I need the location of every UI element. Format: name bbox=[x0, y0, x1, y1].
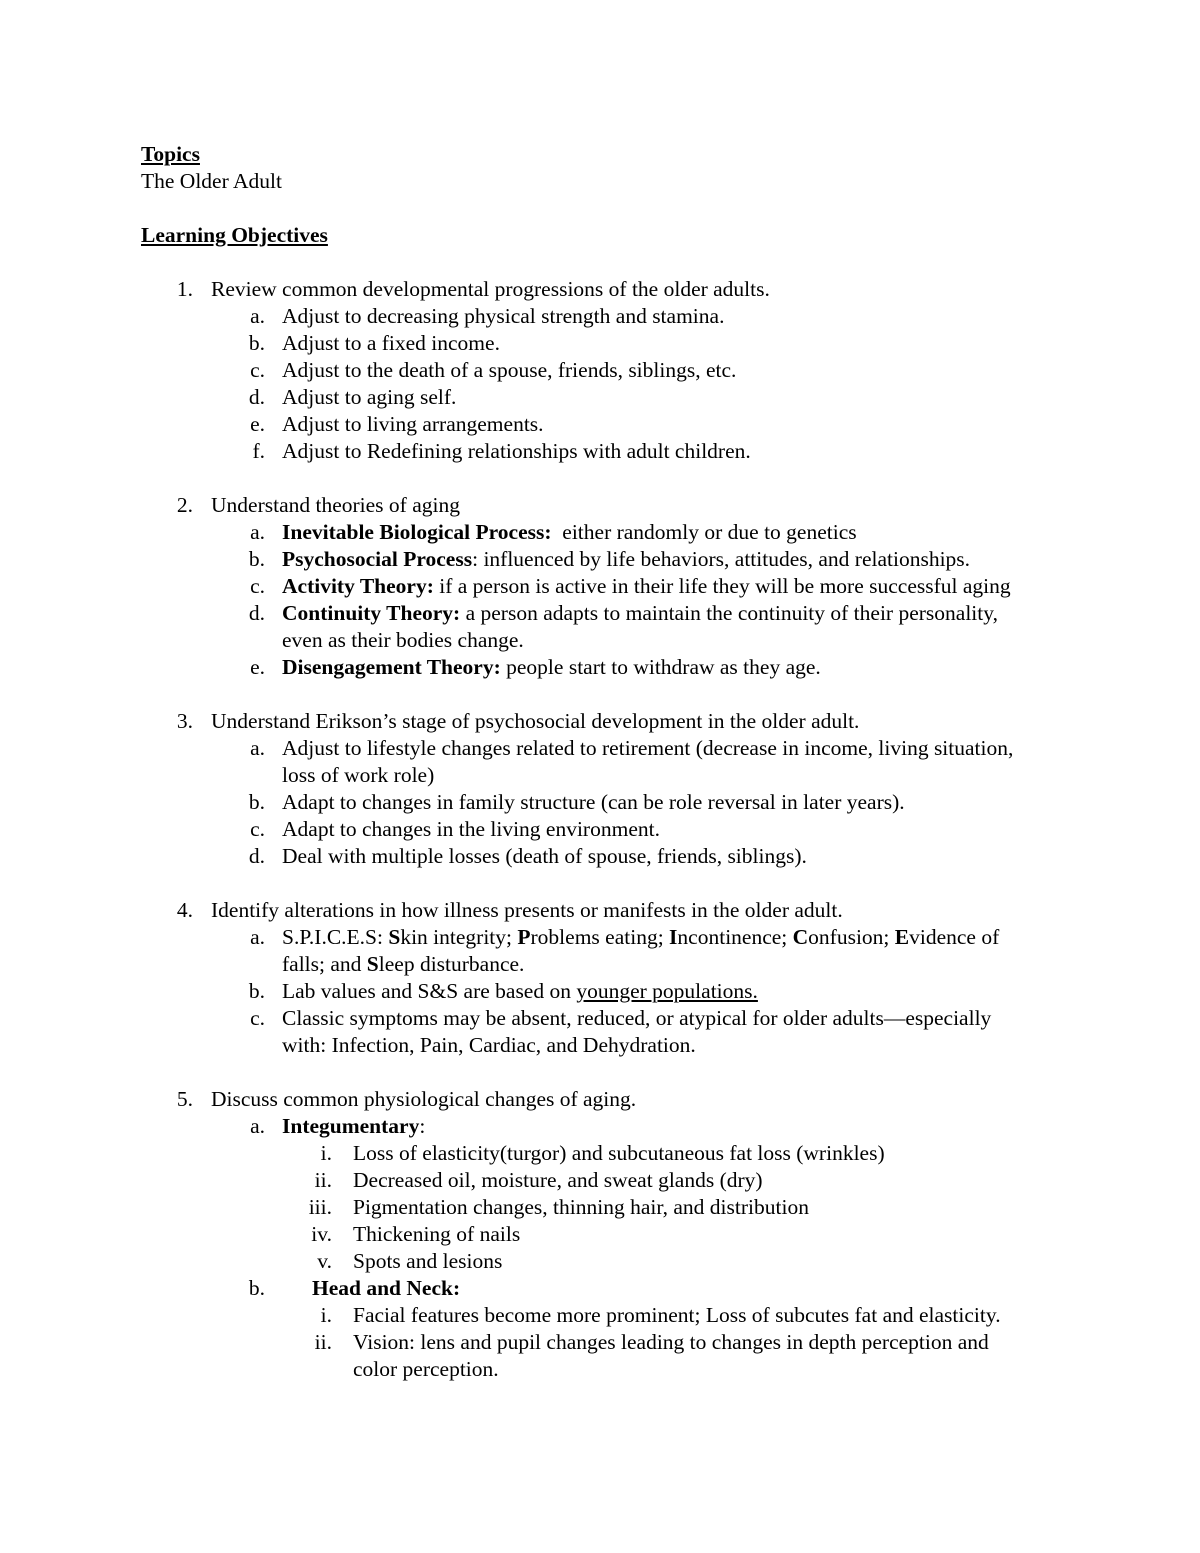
list-item: e. Disengagement Theory: people start to withdraw as they age. bbox=[250, 655, 821, 679]
spices-line-1: S.P.I.C.E.S: Skin integrity; Problems eating; Incontinence; Confusion; Evidence of bbox=[282, 925, 1000, 949]
objective-text: Review common developmental progressions of the older adults. bbox=[211, 277, 770, 301]
list-item: b. Lab values and S&S are based on younger populations. bbox=[248, 979, 758, 1003]
list-item: e. Adjust to living arrangements. bbox=[250, 412, 544, 436]
objectives-heading: Learning Objectives bbox=[141, 223, 328, 247]
list-item: d. Deal with multiple losses (death of spouse, friends, siblings). bbox=[248, 844, 807, 868]
objective-1 bbox=[141, 276, 1101, 303]
list-item-continuation: loss of work role) bbox=[282, 763, 435, 787]
spices-item: a. S.P.I.C.E.S: Skin integrity; Problems eating; Incontinence; Confusion; Evidence of bbox=[141, 924, 1101, 951]
document-page bbox=[141, 141, 1101, 1383]
objective-5 bbox=[141, 1086, 1101, 1113]
sub-item: iii. Pigmentation changes, thinning hair, and distribution bbox=[308, 1195, 809, 1219]
sub-item: iv. Thickening of nails bbox=[311, 1222, 521, 1246]
objective-4 bbox=[141, 897, 1101, 924]
sub-item: ii. Decreased oil, moisture, and sweat glands (dry) bbox=[314, 1168, 763, 1192]
objective-2 bbox=[141, 492, 1101, 519]
list-item: a. Integumentary: bbox=[250, 1114, 426, 1138]
topics-heading: Topics bbox=[141, 142, 200, 166]
list-item: c. Classic symptoms may be absent, reduced, or atypical for older adults—especially bbox=[250, 1006, 992, 1030]
list-item-continuation: even as their bodies change. bbox=[282, 628, 524, 652]
list-item-continuation: with: Infection, Pain, Cardiac, and Dehydration. bbox=[282, 1033, 696, 1057]
list-item: b. Adjust to a fixed income. bbox=[248, 331, 500, 355]
spices-item-continuation bbox=[141, 951, 1101, 978]
list-item: c. Adapt to changes in the living environment. bbox=[250, 817, 660, 841]
list-item: b. Adapt to changes in family structure (can be role reversal in later years). bbox=[248, 790, 905, 814]
sub-item-continuation: color perception. bbox=[353, 1357, 499, 1381]
sub-item: i. Facial features become more prominent; Loss of subcutes fat and elasticity. bbox=[320, 1303, 1001, 1327]
objective-text: Understand Erikson’s stage of psychosocial development in the older adult. bbox=[211, 709, 860, 733]
list-item: a. Adjust to lifestyle changes related to retirement (decrease in income, living situation, bbox=[250, 736, 1014, 760]
objective-text: Identify alterations in how illness presents or manifests in the older adult. bbox=[211, 898, 843, 922]
list-item: d. Adjust to aging self. bbox=[248, 385, 457, 409]
list-item: c. Activity Theory: if a person is active in their life they will be more successful aging bbox=[250, 574, 1011, 598]
list-item: b. Psychosocial Process: influenced by life behaviors, attitudes, and relationships. bbox=[248, 547, 971, 571]
topic-value: The Older Adult bbox=[141, 169, 282, 193]
objective-3 bbox=[141, 708, 1101, 735]
list-number: 5. bbox=[176, 1087, 193, 1111]
list-number: 3. bbox=[176, 709, 193, 733]
list-item: f. Adjust to Redefining relationships with adult children. bbox=[252, 439, 751, 463]
sub-item: v. Spots and lesions bbox=[317, 1249, 503, 1273]
objective-text: Discuss common physiological changes of aging. bbox=[211, 1087, 637, 1111]
list-item: c. Adjust to the death of a spouse, friends, siblings, etc. bbox=[250, 358, 737, 382]
sub-item: ii. Vision: lens and pupil changes leading to changes in depth perception and bbox=[314, 1330, 989, 1354]
list-number: 2. bbox=[176, 493, 193, 517]
objective-text: Understand theories of aging bbox=[211, 493, 460, 517]
list-item: b. Head and Neck: bbox=[248, 1276, 461, 1300]
list-number: 4. bbox=[176, 898, 193, 922]
list-item: a. Adjust to decreasing physical strength and stamina. bbox=[250, 304, 725, 328]
list-item: a. Inevitable Biological Process: either randomly or due to genetics bbox=[250, 520, 857, 544]
list-item: d. Continuity Theory: a person adapts to maintain the continuity of their personality, bbox=[248, 601, 998, 625]
sub-item: i. Loss of elasticity(turgor) and subcutaneous fat loss (wrinkles) bbox=[320, 1141, 885, 1165]
spices-line-2: falls; and Sleep disturbance. bbox=[282, 952, 525, 976]
list-number: 1. bbox=[176, 277, 193, 301]
